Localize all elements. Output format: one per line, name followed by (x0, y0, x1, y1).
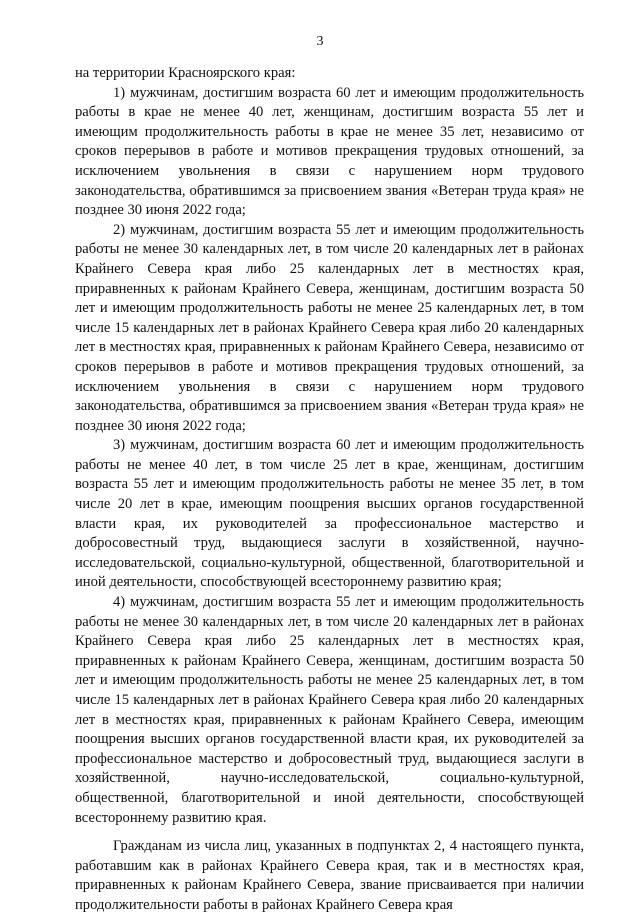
paragraph-subitem-3: 3) мужчинам, достигшим возраста 60 лет и имеющим продолжительность работы не менее 40 лет, в том числе 25 лет в крае, женщинам, достигшим возраста 55 лет и имеющим продолжительность работы не менее 35 лет, в том числе 20 лет в крае, имеющим поощрения высших органов государственной власти края, их руководителей за профессиональное мастерство и добросовестный труд, выдающиеся заслуги в хозяйственной, научно-исследовательской, социально-культурной, общественной, благотворительной и иной деятельности, способствующей всестороннему развитию края; (75, 437, 584, 591)
page-number: 3 (316, 34, 324, 49)
paragraph-continuation: на территории Красноярского края: (75, 65, 296, 81)
document-body (75, 64, 584, 916)
paragraph-subitem-1: 1) мужчинам, достигшим возраста 60 лет и имеющим продолжительность работы в крае не менее 40 лет, женщинам, достигшим возраста 55 лет и имеющим продолжительность работы в крае не менее 35 лет, независимо от сроков перерывов в работе и мотивов прекращения трудовых отношений, за исключением увольнения в связи с нарушением норм трудового законодательства, обратившимся за присвоением звания «Ветеран труда края» не позднее 30 июня 2022 года; (75, 84, 584, 219)
paragraph-subitem-2: 2) мужчинам, достигшим возраста 55 лет и имеющим продолжительность работы не менее 30 календарных лет, в том числе 20 календарных лет в районах Крайнего Севера края либо 25 календарных лет в местностях края, приравненных к районам Крайнего Севера, женщинам, достигшим возраста 50 лет и имеющим продолжительность работы не менее 25 календарных лет, в том числе 15 календарных лет в районах Крайнего Севера края либо 20 календарных лет в местностях края, приравненных к районам Крайнего Севера, независимо от сроков перерывов в работе и мотивов прекращения трудовых отношений, за исключением увольнения в связи с нарушением норм трудового законодательства, обратившимся за присвоением звания «Ветеран труда края» не позднее 30 июня 2022 года; (75, 221, 584, 434)
paragraph-subitem-4: 4) мужчинам, достигшим возраста 55 лет и имеющим продолжительность работы не менее 30 календарных лет, в том числе 20 календарных лет в районах Крайнего Севера края либо 25 календарных лет в местностях края, приравненных к районам Крайнего Севера, женщинам, достигшим возраста 50 лет и имеющим продолжительность работы не менее 25 календарных лет, в том числе 15 календарных лет в районах Крайнего Севера края либо 20 календарных лет в местностях края, приравненных к районам Крайнего Севера, имеющим поощрения высших органов государственной власти края, их руководителей за профессиональное мастерство и добросовестный труд, выдающиеся заслуги в хозяйственной, научно-исследовательской, социально-культурной, общественной, благотворительной и иной деятельности, способствующей всестороннему развитию края. (75, 594, 584, 826)
paragraph-northern-regions-note: Гражданам из числа лиц, указанных в подпунктах 2, 4 настоящего пункта, работавшим как в районах Крайнего Севера края, так и в местностях края, приравненных к районам Крайнего Севера, звание присваивается при наличии продолжительности работы в районах Крайнего Севера края (75, 838, 584, 913)
